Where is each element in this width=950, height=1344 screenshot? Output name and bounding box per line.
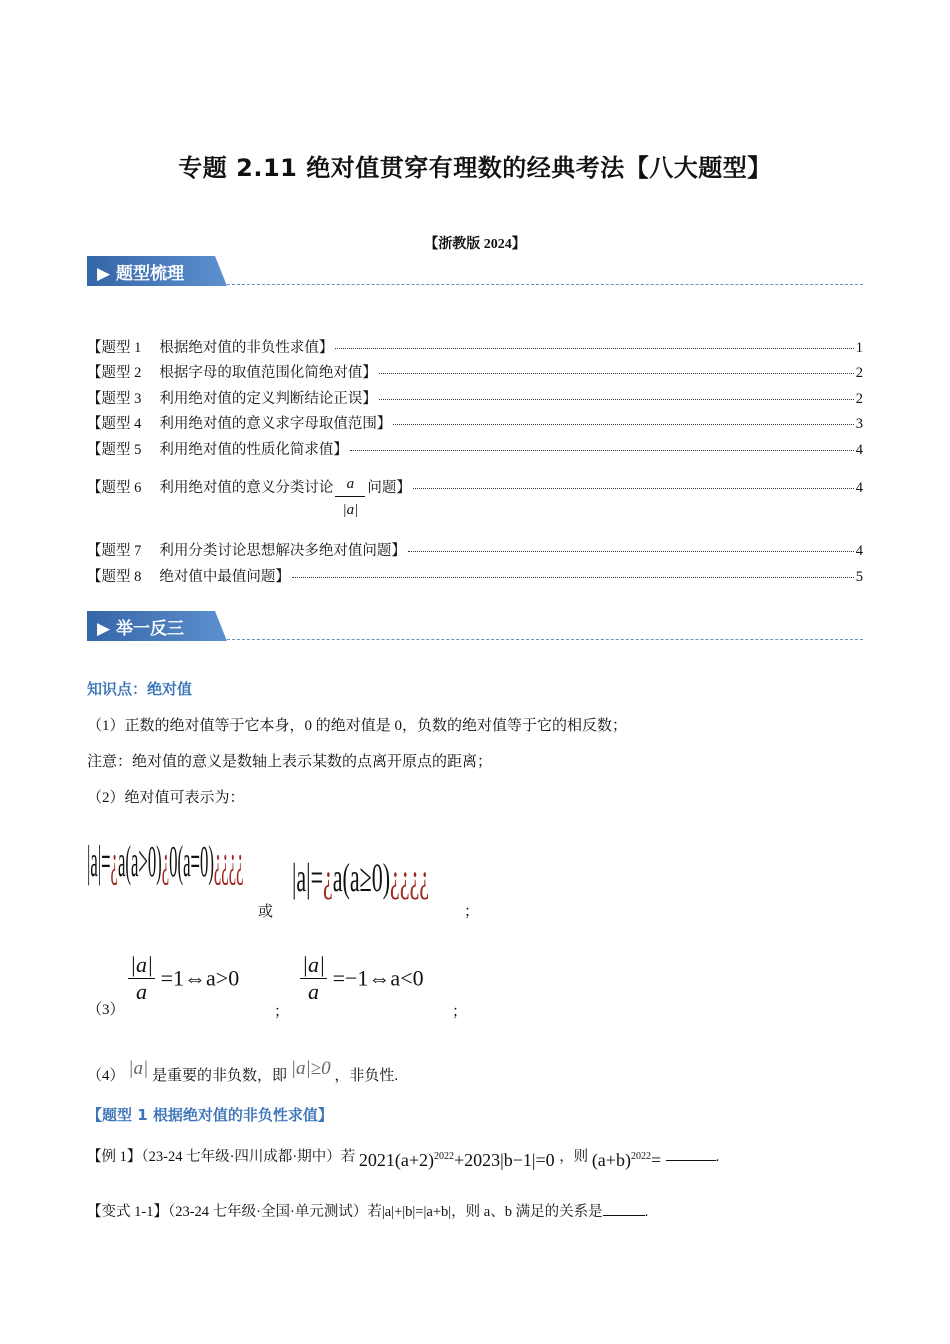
toc-text: 绝对值中最值问题】 <box>159 569 290 585</box>
abs-definition-formula-1 <box>87 832 262 902</box>
abs-definition-formula-2 <box>292 852 467 912</box>
toc-page: 4 <box>855 543 863 559</box>
abs-inequality: |a|≥0 <box>290 1058 331 1079</box>
toc-page: 2 <box>855 391 863 407</box>
f2-rhs: =−1⇔a<0 <box>332 965 424 991</box>
variant-label: 【变式 1-1】 <box>87 1204 168 1220</box>
toc-item-3[interactable] <box>87 387 863 408</box>
item-4 <box>87 1058 398 1085</box>
knowledge-note: 注意：绝对值的意义是数轴上表示某数的点离开原点的距离； <box>87 754 493 770</box>
f2-numerator: |a| <box>302 952 326 977</box>
eq-exp-1: 2022 <box>434 1151 455 1162</box>
formula-1-text: |a|=¿a(a>0)¿0(a=0)¿¿¿¿ <box>87 837 244 886</box>
f1-numerator: |a| <box>130 952 154 977</box>
toc-text: 根据绝对值的非负性求值】 <box>159 340 334 356</box>
example-period: . <box>715 1149 720 1165</box>
q-base: (a+b) <box>591 1150 631 1170</box>
toc-tag: 【题型 6 <box>87 480 142 496</box>
q-exp: 2022 <box>630 1151 651 1162</box>
item-4-label: （4） <box>87 1068 125 1084</box>
toc-item-5[interactable] <box>87 438 863 459</box>
example-question <box>592 1150 666 1170</box>
formula-2-text: |a|=¿a(a≥0)¿¿¿¿ <box>292 855 430 900</box>
f1-rhs: =1⇔a>0 <box>160 965 240 991</box>
toc-item-6[interactable] <box>87 476 863 518</box>
edition-label: 【浙教版 2024】 <box>424 237 526 252</box>
semicolon-2: ； <box>274 1004 290 1020</box>
toc-tag: 【题型 4 <box>87 416 142 432</box>
toc-page: 1 <box>855 340 863 356</box>
toc-text: 利用绝对值的意义分类讨论 <box>159 480 334 496</box>
toc-text: 利用绝对值的意义求字母取值范围】 <box>159 416 392 432</box>
fraction-formula-2 <box>300 952 424 1005</box>
eq-part-1: 2021(a+2) <box>358 1150 435 1170</box>
toc-tag: 【题型 7 <box>87 543 142 559</box>
fraction-denominator: |a| <box>342 502 359 518</box>
variant-1-1 <box>87 1200 648 1221</box>
toc-item-1[interactable] <box>87 336 863 357</box>
abs-a: |a| <box>128 1058 149 1079</box>
type1-heading: 【题型 1 根据绝对值的非负性求值】 <box>87 1106 333 1124</box>
toc-text-after: 问题】 <box>367 480 411 496</box>
example-1 <box>87 1145 720 1170</box>
toc-text: 利用绝对值的性质化简求值】 <box>159 442 348 458</box>
toc-item-7[interactable] <box>87 539 863 560</box>
toc-tag: 【题型 1 <box>87 340 142 356</box>
toc-page: 3 <box>855 416 863 432</box>
f1-denominator: a <box>136 979 148 1004</box>
semicolon-1: ； <box>464 904 480 920</box>
item-3-label: （3） <box>87 1002 125 1018</box>
semicolon-3: ； <box>452 1004 468 1020</box>
variant-text: （23-24 七年级·全国·单元测试）若|a|+|b|=|a+b|，则 a、b 满足的关系是 <box>167 1204 603 1220</box>
toc-tag: 【题型 2 <box>87 365 142 381</box>
toc-page: 2 <box>855 365 863 381</box>
example-label: 【例 1】 <box>87 1149 142 1165</box>
q-equals: = <box>650 1150 662 1170</box>
f2-denominator: a <box>308 979 320 1004</box>
toc-item-8[interactable] <box>87 565 863 586</box>
knowledge-heading: 知识点：绝对值 <box>87 680 193 698</box>
page-title: 专题 2.11 绝对值贯穿有理数的经典考法【八大题型】 <box>178 154 772 182</box>
answer-blank-2[interactable] <box>603 1215 645 1216</box>
eq-part-2: +2023|b−1|=0 <box>454 1150 555 1170</box>
or-text: 或 <box>258 904 274 920</box>
toc-page: 4 <box>855 480 863 496</box>
toc-fraction <box>335 476 365 518</box>
toc-text: 根据字母的取值范围化简绝对值】 <box>159 365 377 381</box>
toc-tag: 【题型 5 <box>87 442 142 458</box>
toc-tag: 【题型 3 <box>87 391 142 407</box>
knowledge-p2: （2）绝对值可表示为： <box>87 790 245 806</box>
knowledge-p1: （1）正数的绝对值等于它本身，0 的绝对值是 0，负数的绝对值等于它的相反数； <box>87 718 628 734</box>
item-4-end: ，非负性. <box>334 1068 399 1084</box>
variant-period: . <box>644 1204 649 1220</box>
item-4-mid: 是重要的非负数，即 <box>151 1068 287 1084</box>
toc-banner-label: ▶ 题型梳理 <box>97 264 184 284</box>
toc-item-4[interactable] <box>87 412 863 433</box>
toc-text: 利用绝对值的定义判断结论正误】 <box>159 391 377 407</box>
fraction-formula-1 <box>128 952 239 1005</box>
toc-text: 利用分类讨论思想解决多绝对值问题】 <box>159 543 406 559</box>
answer-blank-1[interactable] <box>666 1160 716 1161</box>
toc-item-2[interactable] <box>87 361 863 382</box>
example-then: ，则 <box>559 1149 589 1165</box>
example-source: （23-24 七年级·四川成都·期中）若 <box>141 1149 356 1165</box>
examples-banner-label: ▶ 举一反三 <box>97 619 184 639</box>
example-equation <box>359 1150 559 1170</box>
toc-page: 4 <box>855 442 863 458</box>
fraction-numerator: a <box>346 476 355 492</box>
toc-page: 5 <box>855 569 863 585</box>
toc-tag: 【题型 8 <box>87 569 142 585</box>
